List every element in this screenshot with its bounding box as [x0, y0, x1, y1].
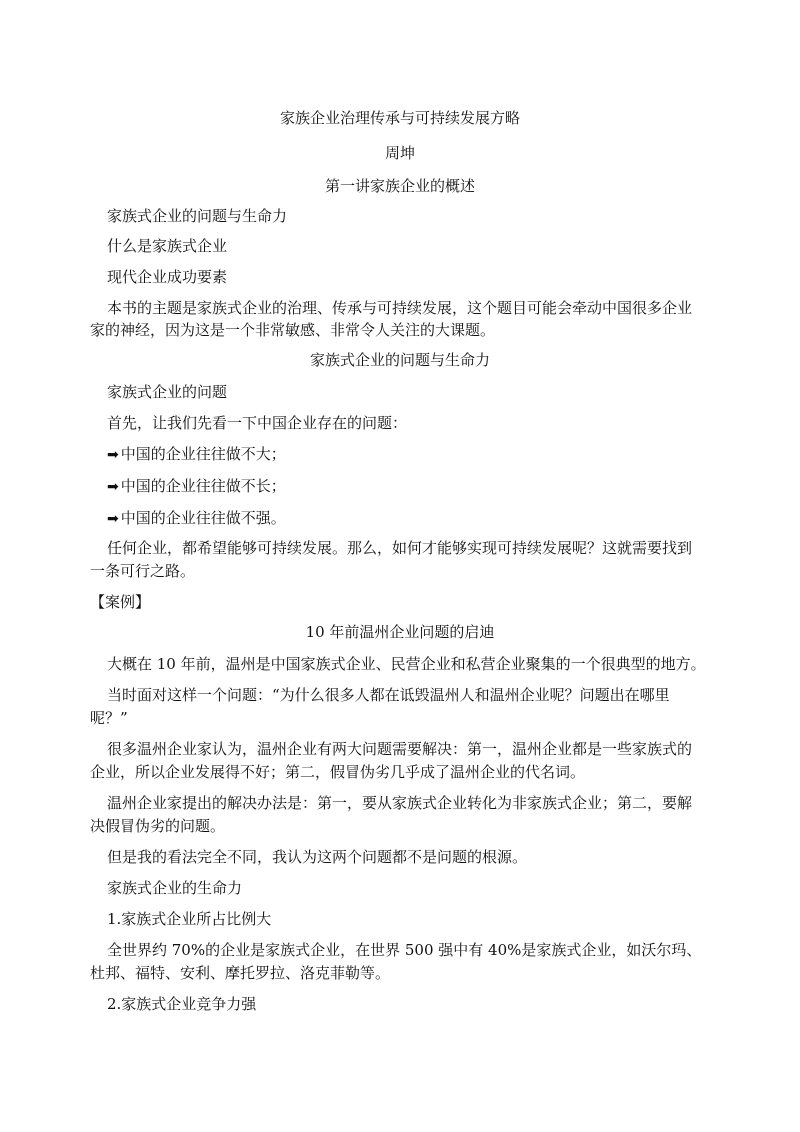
toc-item: 家族式企业的问题与生命力: [107, 207, 288, 225]
case-paragraph-line: 温州企业家提出的解决办法是：第一，要从家族式企业转化为非家族式企业；第二，要解: [107, 794, 693, 812]
case-paragraph-line: 当时面对这样一个问题：“为什么很多人都在诋毁温州人和温州企业呢？问题出在哪里: [107, 686, 670, 704]
author-name: 周坤: [384, 144, 415, 162]
arrow-right-icon: ➡: [107, 447, 119, 463]
case-paragraph-line: 呢？”: [90, 709, 128, 727]
case-label: 【案例】: [90, 593, 151, 611]
intro-paragraph-line: 本书的主题是家族式企业的治理、传承与可持续发展，这个题目可能会牵动中国很多企业: [107, 299, 693, 317]
arrow-right-icon: ➡: [107, 479, 119, 495]
lecture-title: 第一讲家族企业的概述: [324, 177, 475, 195]
point-heading: 2.家族式企业竞争力强: [107, 995, 257, 1013]
bullet-item: [107, 444, 286, 465]
sustain-paragraph-line: 任何企业，都希望能够可持续发展。那么，如何才能够实现可持续发展呢？这就需要找到: [107, 539, 693, 557]
toc-item: 现代企业成功要素: [107, 268, 228, 286]
problems-intro: 首先，让我们先看一下中国企业存在的问题：: [107, 414, 408, 432]
bullet-item: [107, 476, 286, 497]
bullet-text: 中国的企业往往做不强。: [120, 509, 286, 527]
case-paragraph-line: 很多温州企业家认为，温州企业有两大问题需要解决：第一，温州企业都是一些家族式的: [107, 740, 693, 758]
point-heading: 1.家族式企业所占比例大: [107, 910, 272, 928]
point-paragraph-line: 全世界约 70%的企业是家族式企业，在世界 500 强中有 40%是家族式企业，如沃尔玛、: [107, 941, 702, 959]
intro-paragraph-line: 家的神经，因为这是一个非常敏感、非常令人关注的大课题。: [90, 321, 496, 339]
section-heading: 家族式企业的问题与生命力: [309, 351, 490, 369]
sustain-paragraph-line: 一条可行之路。: [90, 562, 196, 580]
arrow-right-icon: ➡: [107, 511, 119, 527]
toc-item: 什么是家族式企业: [107, 237, 228, 255]
point-paragraph-line: 杜邦、福特、安利、摩托罗拉、洛克菲勒等。: [90, 964, 391, 982]
case-paragraph-line: 企业，所以企业发展得不好；第二，假冒伪劣几乎成了温州企业的代名词。: [90, 763, 586, 781]
case-paragraph: 但是我的看法完全不同，我认为这两个问题都不是问题的根源。: [107, 848, 528, 866]
subheading-problems: 家族式企业的问题: [107, 383, 228, 401]
document-title: 家族企业治理传承与可持续发展方略: [279, 109, 520, 127]
bullet-text: 中国的企业往往做不长；: [120, 477, 286, 495]
bullet-text: 中国的企业往往做不大；: [120, 445, 286, 463]
case-title: 10 年前温州企业问题的启迪: [305, 623, 495, 641]
case-paragraph: 大概在 10 年前，温州是中国家族式企业、民营企业和私营企业聚集的一个很典型的地方。: [107, 655, 706, 673]
vitality-heading: 家族式企业的生命力: [107, 879, 243, 897]
case-paragraph-line: 决假冒伪劣的问题。: [90, 817, 226, 835]
bullet-item: [107, 508, 286, 529]
